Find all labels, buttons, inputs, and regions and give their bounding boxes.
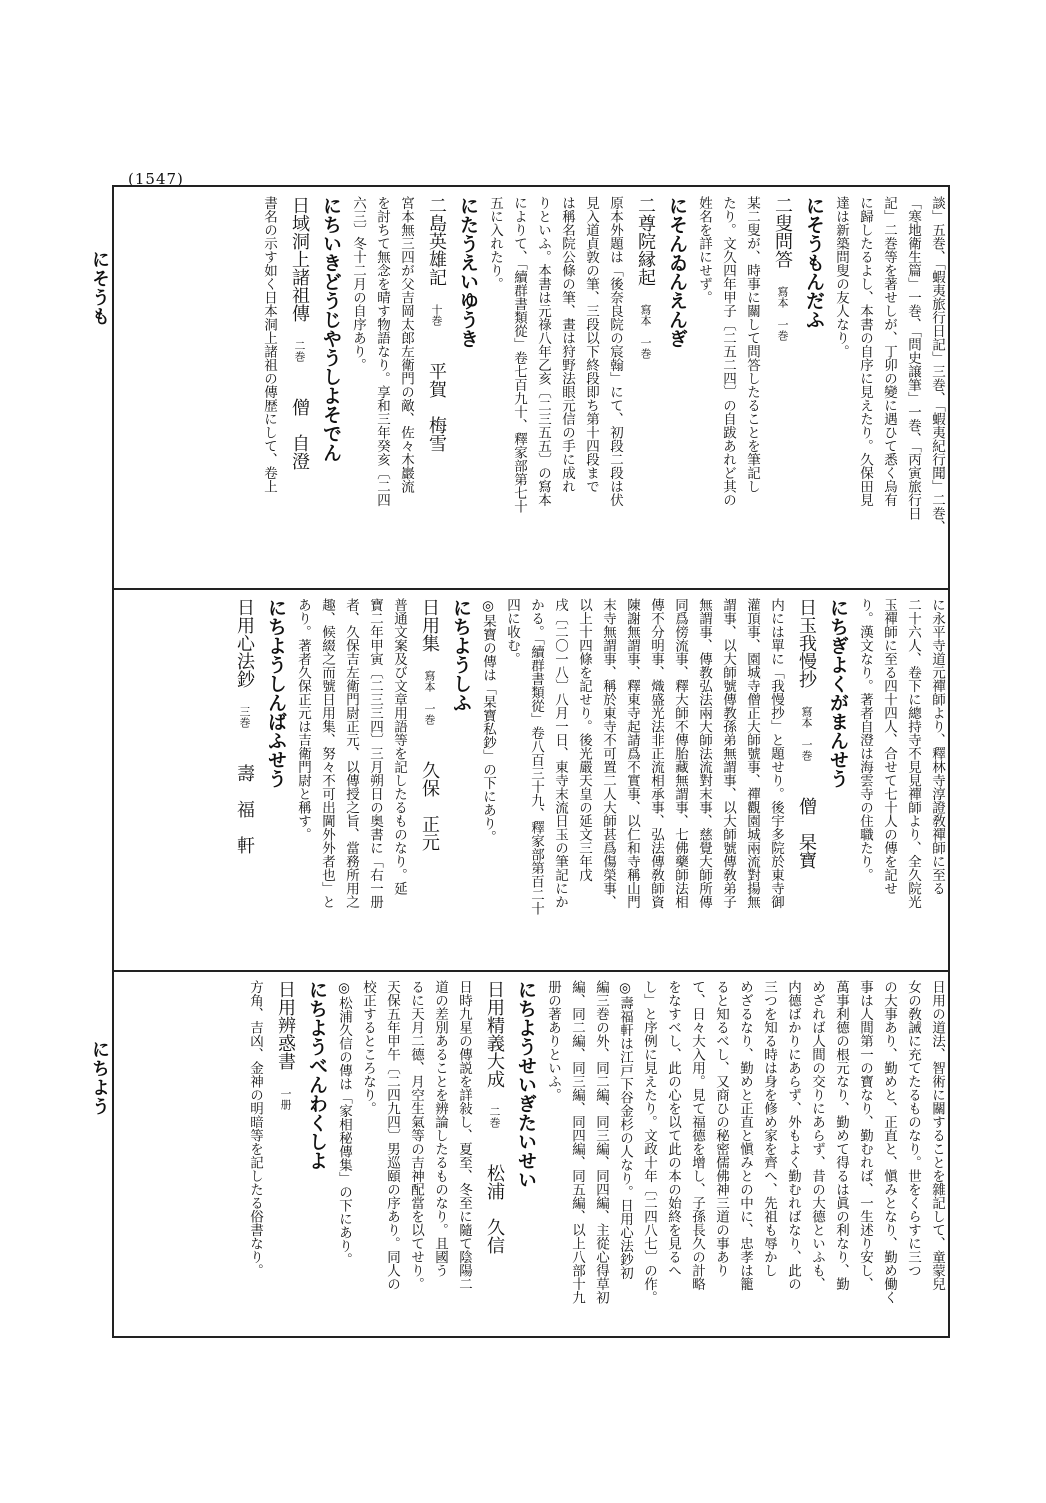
bottom-band (118, 980, 948, 1332)
text-line: 册の著ありといふ。 (545, 980, 561, 1102)
text-line: 道の差別あることを辨論したるものなり。且國う (432, 980, 448, 1277)
text-line: 記」二巻等を著せしが、丁卯の變に遇ひて悉く烏有 (881, 196, 897, 507)
entry-meta: 二巻 (488, 1106, 501, 1128)
text-line: ると知るべし、又商ひの秘密儒佛神三道の事あり (713, 980, 729, 1277)
text-line: 末寺無謂事、稱於東寺不可置二人大師甚爲傷榮事、 (600, 598, 616, 909)
text-line: は稱名院公條の筆、畫は狩野法眼元信の手に成れ (559, 196, 575, 493)
entry-meta: 寫本 一巻 (776, 286, 789, 341)
text-line: 内德ばかりにあらず、外もよく勤むればなり、此の (785, 980, 801, 1291)
text-line: を討ちて無念を晴す物語なり。享和三年癸亥〔二四 (374, 196, 390, 507)
text-line: りといふ。本書は元祿八年乙亥〔二三五五〕の寫本 (535, 196, 551, 507)
text-line: 談」五巻、「蝦夷旅行日記」三巻、「蝦夷紀行聞」二巻、 (929, 196, 945, 534)
text-line: 天保五年甲午〔二四九四〕男巡頤の序あり。同人の (384, 980, 400, 1291)
running-head-bottom: にちよう (89, 1040, 110, 1116)
text-line: 六三〕冬十二月の自序あり。 (350, 196, 366, 372)
text-line: 灌頂事、園城寺僧正大師號事、禪觀園城兩流對揚無 (744, 598, 760, 909)
entry-title: 二島英雄記 (426, 196, 447, 286)
entry-meta: 二巻 (293, 340, 306, 362)
band-divider (112, 588, 950, 590)
text-line: 姓名を詳にせず。 (696, 196, 712, 304)
text-line: 編、同二編、同三編、同四編、同五編、以上八部十九 (569, 980, 585, 1304)
entry-reading: にちようしふ (450, 598, 472, 712)
text-line: 趣、候綴之而號日用集、努々不可出閫外外者也」と (319, 598, 335, 909)
entry-title-line (272, 980, 298, 1332)
entry-meta: 寫本 一巻 (639, 304, 652, 359)
text-line: 二十六人、卷下に總持寺不見見禪師より、全久院光 (905, 598, 921, 909)
entry-author: 久保 正元 (419, 761, 440, 851)
entry-meta: 寫本 一巻 (423, 670, 436, 725)
text-line: めざるなり、勤めと正直と愼みとの中に、忠孝は籠 (737, 980, 753, 1291)
text-line: るに天月二德、月空生氣等の吉神配當を以てせり。 (408, 980, 424, 1291)
entry-author: 僧 杲寶 (796, 797, 817, 869)
text-line: あり。著者久保正元は吉衛門尉と稱す。 (295, 598, 311, 841)
entry-title: 二尊院縁起 (635, 196, 656, 286)
text-line: たり。文久四年甲子〔二五二四〕の自跋あれど其の (720, 196, 736, 507)
text-line: 方角、吉凶、金神の明暗等を記したる俗書なり。 (247, 980, 263, 1277)
entry-reading: にちようしんばふせう (265, 598, 287, 788)
text-line: し」と序例に見えたり。文政十年〔二四八七〕の作。 (641, 980, 657, 1304)
text-line: 原本外題は「後奈良院の宸翰」にて、初段二段は伏 (607, 196, 623, 507)
text-line: 「寒地衛生篇」一巻、「問史譲筆」一巻、「丙寅旅行日 (905, 196, 921, 520)
text-line: に歸したるよし、本書の自序に見えたり。久保田見 (857, 196, 873, 507)
text-line: 日用の道法、智術に關することを雜記して、童蒙兒 (929, 980, 945, 1291)
band-divider (112, 970, 950, 972)
entry-title: 日域洞上諸祖傳 (289, 196, 310, 322)
entry-meta: 十巻 (430, 304, 443, 326)
entry-title-line (231, 598, 257, 964)
text-line: 同爲傍流事、釋大師不傳胎藏無謂事、七佛藥師法相 (672, 598, 688, 909)
text-line: 某二叟が、時事に關して問答したることを筆記し (744, 196, 760, 493)
entry-title: 日用辨惑書 (275, 980, 296, 1070)
page-number: (1547) (128, 170, 184, 188)
text-line: 編三巻の外、同二編、同三編、同四編、主從心得草初 (593, 980, 609, 1304)
text-line: 以上十四條を記せり。後光嚴天皇の延文三年戊 (576, 598, 592, 882)
text-line: ◎壽福軒は江戸下谷金杉の人なり。日用心法鈔初 (617, 980, 633, 1280)
entry-title: 二叟問答 (772, 196, 793, 268)
text-line: かる。「續群書類從」卷八百三十九、釋家部第百二十 (528, 598, 544, 916)
entry-title: 日用心法鈔 (234, 598, 255, 688)
text-line: 宮本無三四が父吉岡太郎左衛門の敵、佐々木巖流 (398, 196, 414, 493)
text-line: 陳謝無謂事、釋東寺起請爲不實事、以仁和寺稱山門 (624, 598, 640, 909)
entry-author: 松浦 久信 (484, 1164, 505, 1254)
top-band (118, 196, 948, 584)
entry-title: 日用集 (419, 598, 440, 652)
text-line: の大事あり、勤めと、正直と、愼みとなり、勤め働く (881, 980, 897, 1304)
entry-title-line (416, 598, 442, 964)
text-line: 日時九星の傳説を詳敍し、夏至、冬至に隨て陰陽二 (456, 980, 472, 1291)
text-line: 萬事利德の根元なり、勤めて得るは眞の利なり、勤 (833, 980, 849, 1291)
text-line: 寶二年甲寅〔二三三四〕三月朔日の奥書に「右一册 (367, 598, 383, 909)
entry-title-line (286, 196, 312, 584)
entry-title-line (769, 196, 795, 584)
text-line: ◎杲寶の傳は「杲寶私鈔」の下にあり。 (480, 598, 496, 844)
text-line: 三つを知る時は身を修め家を齊へ、先祖も辱かし (761, 980, 777, 1277)
entry-author: 平賀 梅雪 (426, 362, 447, 452)
text-line: り。漢文なり。著者自澄は海雲寺の住職たり。 (857, 598, 873, 882)
entry-reading: にたうえいゆうき (457, 196, 479, 348)
text-line: 傳不分明事、熾盛光法非正流相承事、弘法傳敎師資 (648, 598, 664, 909)
entry-title-line (423, 196, 449, 584)
entry-reading: にそんゐんえんぎ (666, 196, 688, 348)
text-line: 戌〔二〇一八〕八月一日、東寺末流日玉の筆記にか (552, 598, 568, 909)
text-line: 見入道貞敦の筆、三段以下終段即ち第十四段まで (583, 196, 599, 493)
entry-reading: にちぎよくがまんせう (827, 598, 849, 788)
text-line: めざれば人間の交りにあらず、昔の大德といふも、 (809, 980, 825, 1291)
entry-reading: にちようべんわくしよ (306, 980, 328, 1170)
middle-band (118, 598, 948, 964)
entry-reading: にそうもんだふ (803, 196, 825, 329)
entry-meta: 寫本 一巻 (800, 706, 813, 761)
text-line: に永平寺道元禪師より、釋林寺淳證敎禪師に至る (929, 598, 945, 895)
text-line: 無謂事、傳教弘法兩大師法流對末事、慈覺大師所傳 (696, 598, 712, 909)
text-line: 達は新築問叟の友人なり。 (833, 196, 849, 358)
entry-title: 日用精義大成 (484, 980, 505, 1088)
entry-title: 日玉我慢抄 (796, 598, 817, 688)
entry-reading: にちようせいぎたいせい (515, 980, 537, 1189)
text-line: 事は人間第一の寶なり、勤むれば、一生述り安し、 (857, 980, 873, 1291)
text-line: ◎松浦久信の傳は「家相秘傳集」の下にあり。 (336, 980, 352, 1266)
text-line: て、日々大入用。見て福德を增し、子孫長久の計略 (689, 980, 705, 1291)
text-line: 謂事、以大師號傳教孫弟無謂事、以大師號傳敎弟子 (720, 598, 736, 909)
entry-author: 僧 自澄 (289, 398, 310, 470)
text-line: 者、久保吉左衛門尉正元、以傳授之旨、當務所用之 (343, 598, 359, 909)
text-line: 校正するところなり。 (360, 980, 376, 1115)
text-line: によりて、「續群書類從」卷七百九十、釋家部第七十 (511, 196, 527, 514)
text-line: 普通文案及び文章用語等を記したるものなり。延 (391, 598, 407, 895)
entry-meta: 三巻 (238, 706, 251, 728)
text-line: 四に收む。 (504, 598, 520, 666)
entry-title-line (632, 196, 658, 584)
entry-title-line (793, 598, 819, 964)
entry-reading: にちいきどうじやうしよそでん (320, 196, 342, 462)
text-line: 内には單に「我慢抄」と題せり。後宇多院於東寺御 (768, 598, 784, 909)
text-line: 五に入れたり。 (487, 196, 503, 291)
text-line: 書名の示す如く日本洞上諸祖の傳歴にして、卷上 (261, 196, 277, 493)
text-line: 女の敎誡に充てたるものなり。世をくらすに三つ (905, 980, 921, 1277)
running-head-top: にそうも (89, 250, 110, 326)
text-line: をなすべし、此の心を以て此の本の始終を見るへ (665, 980, 681, 1277)
text-line: 玉禪師に至る四十四人、合せて七十人の傳を記せ (881, 598, 897, 895)
entry-title-line (481, 980, 507, 1332)
entry-author: 壽 福 軒 (234, 764, 255, 854)
entry-meta: 一册 (279, 1088, 292, 1110)
